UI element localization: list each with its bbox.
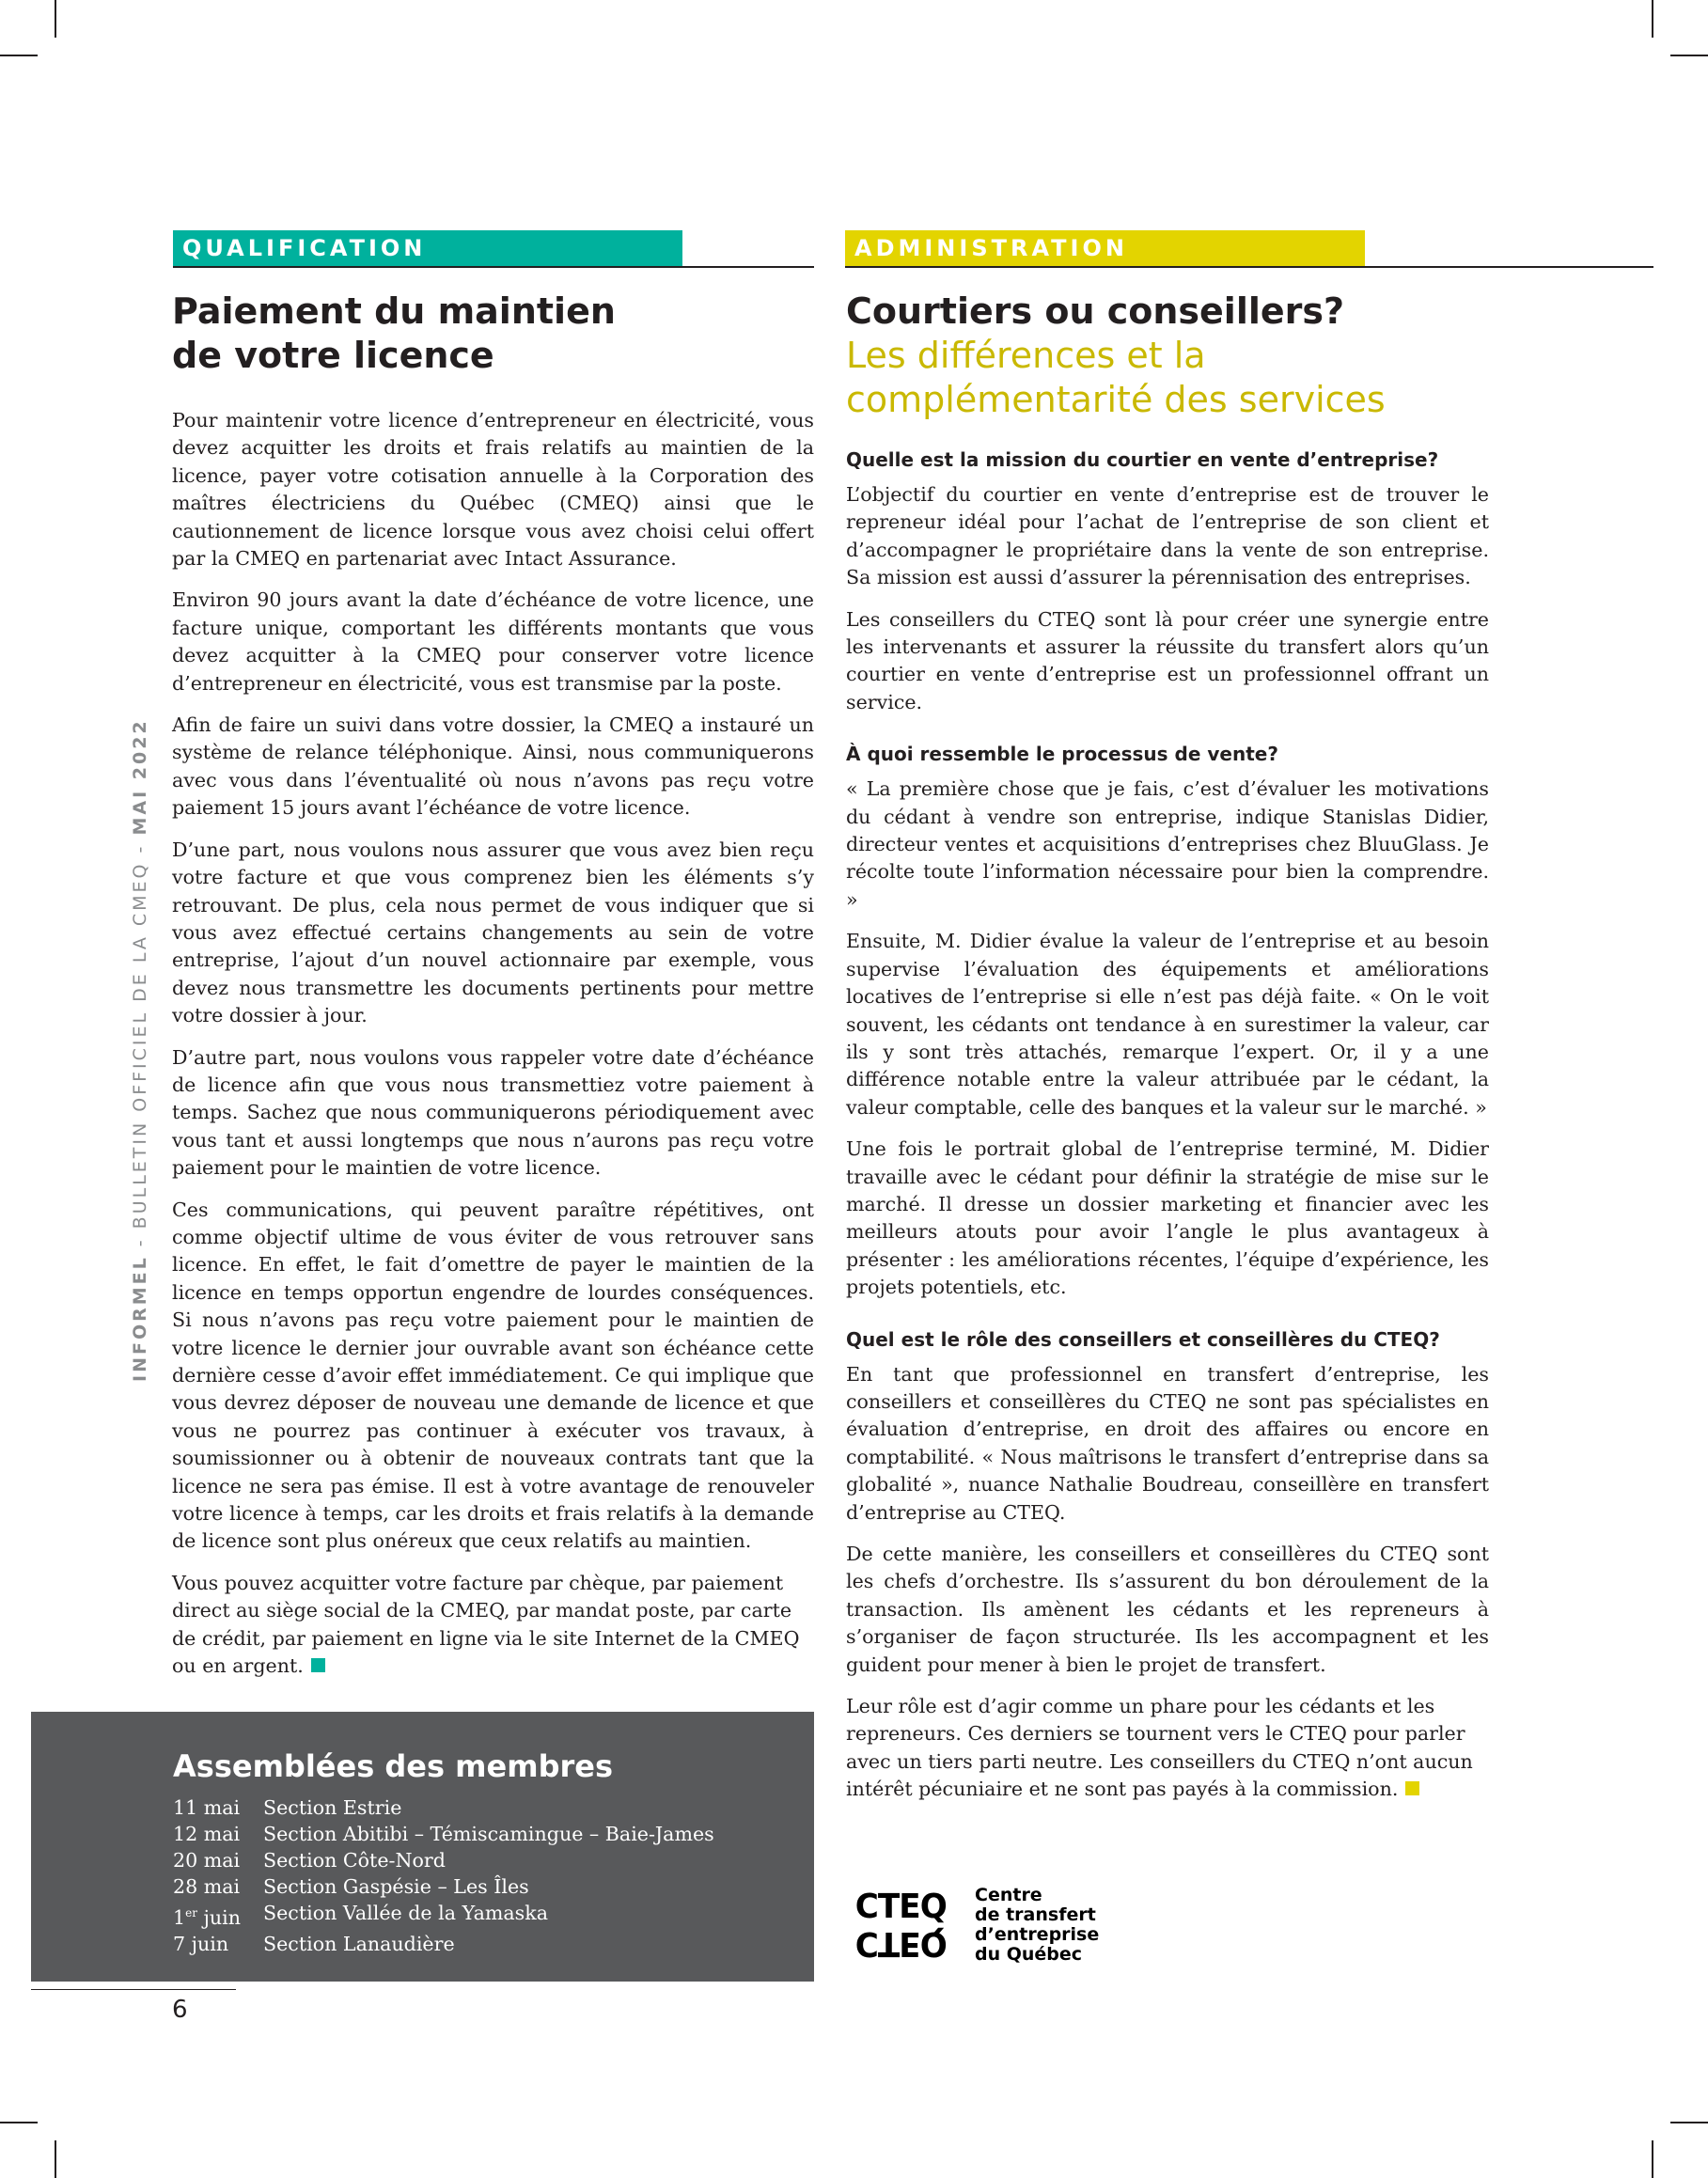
meeting-date: 12 mai — [173, 1823, 241, 1845]
meeting-date: 7 juin — [173, 1932, 229, 1955]
cteq-logo — [853, 1886, 1099, 1965]
crop-mark — [55, 0, 56, 38]
logo-mark-line: CTEQ — [854, 1924, 947, 1963]
article-administration — [846, 290, 1489, 1818]
subtitle-line: Les différences et la — [846, 335, 1206, 376]
paragraph: Une fois le portrait global de l’entreprise terminé, M. Didier travaille avec le cédant pour définir la stratégie de mise sur le marché. Il dresse un dossier marketing et financier avec les meilleurs atouts pour avoir l’angle le plus avantageux à présenter : les améliorations récentes, l’équipe d’expérience, les projets potentiels, etc. — [846, 1137, 1489, 1299]
side-label-date: MAI 2022 — [130, 718, 150, 836]
logo-text-line: de transfert — [975, 1904, 1096, 1925]
article-subtitle — [846, 334, 1489, 422]
page-number: 6 — [172, 1996, 188, 2024]
meeting-section: Section Lanaudière — [263, 1932, 455, 1955]
paragraph: Environ 90 jours avant la date d’échéance de votre licence, une facture unique, comportant les différents montants que vous devez acquitter à la CMEQ pour conserver votre licence d’entrepreneur en électricité, vous est transmise par la poste. — [172, 588, 814, 695]
paragraph-last — [846, 1693, 1489, 1804]
paragraph: Ces communications, qui peuvent paraître répétitives, ont comme objectif ultime de vous éviter de vous retrouver sans licence. En effet, le fait d’omettre de payer le maintien de la licence en temps opportun engendre de lourdes conséquences. Si nous n’avons pas reçu votre paiement pour le maintien de votre licence le dernier jour ouvrable avant son échéance cette dernière cesse d’avoir effet immédiatement. Ce qui implique que vous devrez déposer de nouveau une demande de licence et que vous ne pourrez pas continuer à exécuter vos travaux, à soumissionner ou à obtenir de nouveaux contrats tant que la licence ne sera pas émise. Il est à votre avantage de renouveler votre licence à temps, car les droits et frais relatifs à la demande de licence sont plus onéreux que ceux relatifs au maintien. — [172, 1198, 814, 1553]
paragraph: L’objectif du courtier en vente d’entreprise est de trouver le repreneur idéal pour l’achat de l’entreprise de son client et d’accompagner le propriétaire dans la vente de son entreprise. Sa mission est aussi d’assurer la pérennisation des entreprises. — [846, 483, 1489, 589]
footer-rule — [31, 1989, 236, 1990]
table-row — [173, 1794, 714, 1821]
crop-mark — [55, 2140, 56, 2178]
paragraph: D’autre part, nous voulons vous rappeler votre date d’échéance de licence afin que vous nous transmettiez votre paiement à temps. Sachez que nous communiquerons périodiquement avec vous tant et aussi longtemps que nous n’aurons pas reçu votre paiement pour le maintien de votre licence. — [172, 1045, 814, 1180]
table-row — [173, 1873, 714, 1900]
meetings-table — [173, 1794, 714, 1957]
article-qualification — [172, 290, 814, 1694]
bulletin-side-label — [130, 718, 150, 1382]
crop-mark — [1652, 2140, 1653, 2178]
logo-text-line: d’entreprise — [975, 1924, 1100, 1945]
meeting-section: Section Côte-Nord — [263, 1849, 446, 1872]
question-heading: À quoi ressemble le processus de vente? — [846, 743, 1278, 766]
article-title: Courtiers ou conseillers? — [846, 290, 1345, 332]
meeting-section: Section Abitibi – Témiscamingue – Baie-James — [263, 1823, 714, 1845]
logo-text-line: Centre — [975, 1885, 1042, 1905]
box-title: Assemblées des membres — [173, 1748, 613, 1784]
crop-mark — [1652, 0, 1653, 38]
article-body — [172, 407, 814, 1680]
table-row — [173, 1931, 714, 1957]
paragraph: Les conseillers du CTEQ sont là pour créer une synergie entre les intervenants et assurer la réussite du transfert alors qu’un courtier en vente d’entreprise est un professionnel offrant un service. — [846, 607, 1489, 713]
cteq-logo-text — [975, 1886, 1099, 1965]
crop-mark — [0, 2122, 38, 2123]
paragraph: Pour maintenir votre licence d’entrepreneur en électricité, vous devez acquitter les droits et frais relatifs au maintien de la licence, payer votre cotisation annuelle à la Corporation des maîtres électriciens du Québec (CMEQ) ainsi que le cautionnement de licence lorsque vous avez choisi celui offert par la CMEQ en partenariat avec Intact Assurance. — [172, 409, 814, 571]
meeting-date — [173, 1900, 263, 1931]
members-meetings-box — [31, 1712, 814, 1982]
title-line: Paiement du maintien — [172, 290, 616, 332]
logo-mark-line: CTEQ — [854, 1888, 947, 1926]
article-title — [172, 290, 814, 378]
date-month: juin — [196, 1905, 241, 1929]
date-ordinal: er — [185, 1906, 197, 1919]
cteq-logo-mark — [855, 1889, 954, 1961]
article-body — [846, 447, 1489, 1804]
end-square-icon — [311, 1658, 325, 1672]
meeting-date: 28 mai — [173, 1875, 241, 1898]
section-tag-administration: ADMINISTRATION — [845, 230, 1365, 267]
table-row — [173, 1821, 714, 1847]
crop-mark — [0, 55, 38, 56]
section-rule-left — [173, 266, 814, 268]
crop-mark — [1670, 55, 1708, 56]
paragraph-last — [172, 1570, 814, 1681]
meeting-section: Section Vallée de la Yamaska — [263, 1902, 548, 1924]
table-row — [173, 1847, 714, 1873]
paragraph: Afin de faire un suivi dans votre dossier, la CMEQ a instauré un système de relance téléphonique. Ainsi, nous communiquerons avec vous dans l’éventualité où nous n’avons pas reçu votre paiement 15 jours avant l’échéance de votre licence. — [172, 713, 814, 820]
question-heading: Quelle est la mission du courtier en vente d’entreprise? — [846, 448, 1439, 471]
section-rule-right — [845, 266, 1653, 268]
question-heading: Quel est le rôle des conseillers et conseillères du CTEQ? — [846, 1327, 1440, 1351]
date-day: 1 — [173, 1905, 186, 1929]
crop-mark — [1670, 2122, 1708, 2123]
meeting-section: Section Estrie — [263, 1796, 402, 1819]
paragraph: Ensuite, M. Didier évalue la valeur de l’entreprise et au besoin supervise l’évaluation des équipements et améliorations locatives de l’entreprise si elle n’est pas déjà faite. « On le voit souvent, les cédants ont tendance à en surestimer la valeur, car ils y sont très attachés, remarque l’expert. Or, il y a une différence notable entre la valeur attribuée par le cédant, la valeur comptable, celle des banques et la valeur sur le marché. » — [846, 930, 1489, 1119]
paragraph: « La première chose que je fais, c’est d’évaluer les motivations du cédant à vendre son entreprise, indique Stanislas Didier, directeur ventes et acquisitions d’entreprises chez BluuGlass. Je récolte toute l’information nécessaire pour bien la comprendre. » — [846, 777, 1489, 911]
subtitle-line: complémentarité des services — [846, 379, 1386, 420]
paragraph-text: Vous pouvez acquitter votre facture par chèque, par paiement direct au siège social de la CMEQ, par mandat poste, par carte de crédit, par paiement en ligne via le site Internet de la CMEQ ou en argent. — [172, 1571, 800, 1678]
paragraph: En tant que professionnel en transfert d’entreprise, les conseillers et conseillères du CTEQ ne sont pas spécialistes en évaluation d’entreprise, en droit des affaires ou encore en comptabilité. « Nous maîtrisons le transfert d’entreprise dans sa globalité », nuance Nathalie Boudreau, conseillère en transfert d’entreprise au CTEQ. — [846, 1362, 1489, 1524]
meeting-date: 11 mai — [173, 1796, 241, 1819]
end-square-icon — [1405, 1781, 1419, 1795]
paragraph: De cette manière, les conseillers et conseillères du CTEQ sont les chefs d’orchestre. Ils s’assurent du bon déroulement de la transaction. Ils amènent les cédants et les repreneurs à s’organiser de façon structurée. Ils les accompagnent et les guident pour mener à bien le projet de transfert. — [846, 1543, 1489, 1676]
logo-text-line: du Québec — [975, 1944, 1083, 1965]
paragraph: D’une part, nous voulons nous assurer que vous avez bien reçu votre facture et que vous comprenez bien les éléments s’y retrouvant. De plus, cela nous permet de vous indiquer que si vous avez effectué certains changements au sein de votre entreprise, l’ajout d’un nouvel actionnaire par exemple, vous devez nous transmettre les documents pertinents pour mettre votre dossier à jour. — [172, 838, 814, 1027]
table-row — [173, 1900, 714, 1931]
section-tag-qualification: QUALIFICATION — [173, 230, 682, 267]
paragraph-text: Leur rôle est d’agir comme un phare pour les cédants et les repreneurs. Ces derniers se tournent vers le CTEQ pour parler avec un tiers parti neutre. Les conseillers du CTEQ n’ont aucun intérêt pécuniaire et ne sont pas payés à la commission. — [846, 1695, 1473, 1801]
meeting-date: 20 mai — [173, 1849, 241, 1872]
side-label-prefix: INFORMEL — [130, 1255, 150, 1382]
title-line: de votre licence — [172, 335, 494, 376]
side-label-middle: - BULLETIN OFFICIEL DE LA CMEQ - — [130, 835, 150, 1256]
meeting-section: Section Gaspésie – Les Îles — [263, 1875, 529, 1898]
